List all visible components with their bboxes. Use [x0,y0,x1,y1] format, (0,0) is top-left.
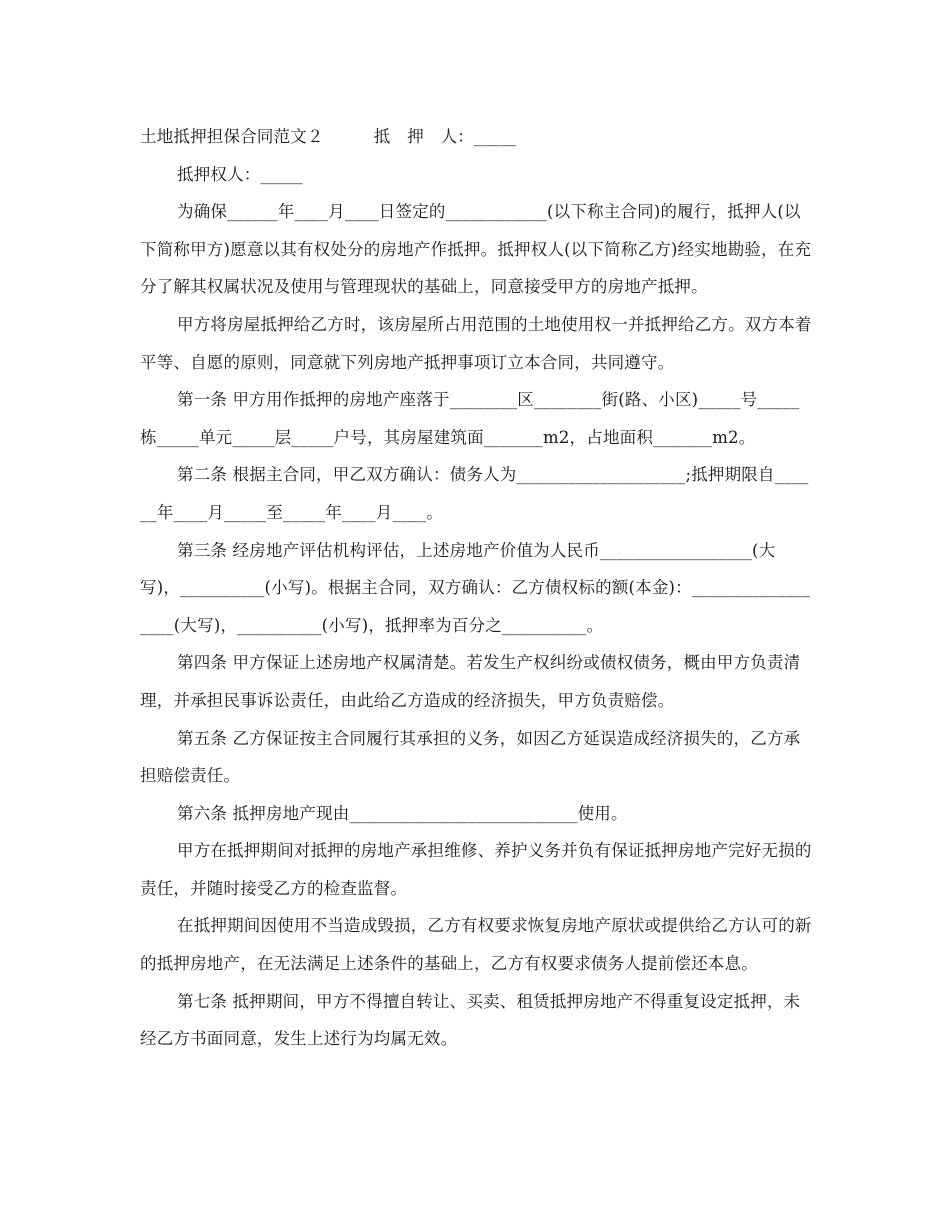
article-5-paragraph: 第五条 乙方保证按主合同履行其承担的义务，如因乙方延误造成经济损失的，乙方承担赔偿责任。 [140,728,801,786]
mortgagee-line: 抵押权人：_____ [177,164,303,184]
damage-paragraph: 在抵押期间因使用不当造成毁损，乙方有权要求恢复房地产原状或提供给乙方认可的新的抵押房地产，在无法满足上述条件的基础上，乙方有权要求债务人提前偿还本息。 [140,916,812,974]
article-6-paragraph: 第六条 抵押房地产现由___________________________使用。 [177,803,628,823]
preamble-paragraph: 为确保______年____月____日签定的____________(以下称主合同)的履行，抵押人(以下简称甲方)愿意以其有权处分的房地产作抵押。抵押权人(以下简称乙方)经实地勘验，在充分了解其权属状况及使用与管理现状的基础上，同意接受甲方的房地产抵押。 [140,202,812,297]
article-2-paragraph: 第二条 根据主合同，甲乙双方确认：债务人为____________________;抵押期限自______年____月_____至_____年____月____。 [140,465,809,522]
land-use-paragraph: 甲方将房屋抵押给乙方时，该房屋所占用范围的土地使用权一并抵押给乙方。双方本着平等、自愿的原则，同意就下列房地产抵押事项订立本合同，共同遵守。 [140,314,812,372]
article-3-paragraph: 第三条 经房地产评估机构评估，上述房地产价值为人民币__________________(大写)，__________(小写)。根据主合同，双方确认：乙方债权标的额(本金)：__________________(大写)，__________(小写)，抵押率为百分之__________。 [140,540,811,635]
maintenance-paragraph: 甲方在抵押期间对抵押的房地产承担维修、养护义务并负有保证抵押房地产完好无损的责任，并随时接受乙方的检查监督。 [140,841,812,898]
article-1-paragraph: 第一条 甲方用作抵押的房地产座落于________区________街(路、小区)_____号_____栋_____单元_____层_____户号，其房屋建筑面_______m2，占地面积_______m2。 [140,390,800,447]
article-4-paragraph: 第四条 甲方保证上述房地产权属清楚。若发生产权纠纷或债权债务，概由甲方负责清理，并承担民事诉讼责任，由此给乙方造成的经济损失，甲方负责赔偿。 [140,653,801,710]
document-title-line: 土地抵押担保合同范文２ 抵 押 人：_____ [140,127,517,146]
document-body [140,118,812,1058]
article-7-paragraph: 第七条 抵押期间，甲方不得擅自转让、买卖、租赁抵押房地产不得重复设定抵押，未经乙方书面同意，发生上述行为均属无效。 [140,991,801,1049]
